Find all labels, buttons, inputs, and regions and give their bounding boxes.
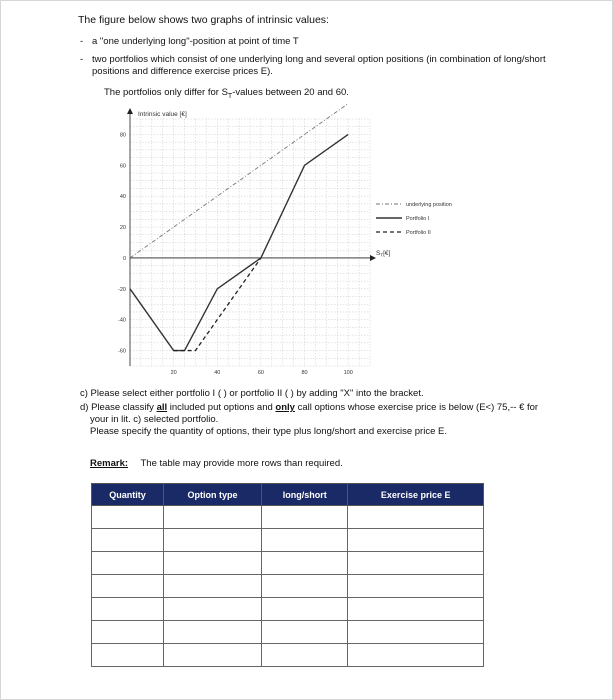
table-cell[interactable] [164, 506, 262, 529]
question-d-mid: included put options and [167, 402, 276, 413]
table-cell[interactable] [262, 621, 348, 644]
y-axis-label: Intrinsic value [€] [138, 111, 187, 118]
portfolio-difference-text [104, 87, 349, 100]
y-tick-label: 20 [119, 225, 126, 232]
remark-label: Remark: [90, 458, 129, 469]
table-row [92, 644, 484, 667]
bullet-item-1 [80, 36, 299, 47]
table-cell[interactable] [262, 644, 348, 667]
y-tick-label: 60 [119, 163, 126, 170]
x-tick-label: 40 [214, 370, 221, 376]
table-row [92, 575, 484, 598]
header-quantity: Quantity [92, 484, 164, 506]
table-cell[interactable] [92, 621, 164, 644]
question-d-only: only [275, 402, 295, 413]
table-cell[interactable] [164, 621, 262, 644]
table-cell[interactable] [92, 506, 164, 529]
table-header-row [92, 484, 484, 506]
y-tick-label: 80 [119, 132, 126, 139]
table-cell[interactable] [92, 575, 164, 598]
question-d-all: all [156, 402, 168, 413]
table-cell[interactable] [348, 552, 484, 575]
bullet-dash: - [80, 36, 84, 47]
table-row [92, 598, 484, 621]
remark-text: The table may provide more rows than required. [140, 458, 343, 469]
y-tick-label: -20 [118, 286, 126, 293]
para3-suffix: -values between 20 and 60. [232, 87, 349, 98]
remark [90, 458, 343, 469]
table-cell[interactable] [262, 506, 348, 529]
y-tick-label: 40 [119, 194, 126, 201]
table-cell[interactable] [164, 529, 262, 552]
table-row [92, 552, 484, 575]
table-cell[interactable] [262, 552, 348, 575]
table-cell[interactable] [164, 552, 262, 575]
intrinsic-value-chart [100, 104, 452, 379]
x-axis-label [376, 250, 391, 258]
y-axis-arrow [127, 108, 133, 114]
header-exercise-price: Exercise price E [348, 484, 484, 506]
question-d-pre: d) Please classify [80, 402, 157, 413]
x-tick-label: 60 [257, 370, 264, 376]
table-cell[interactable] [164, 598, 262, 621]
table-cell[interactable] [348, 598, 484, 621]
questions-block [80, 388, 550, 438]
para3-sub: T [227, 92, 233, 100]
header-option-type: Option type [164, 484, 262, 506]
table-row [92, 529, 484, 552]
table-cell[interactable] [262, 575, 348, 598]
x-axis-label-unit: [€] [383, 250, 391, 257]
table-cell[interactable] [92, 598, 164, 621]
table-cell[interactable] [262, 529, 348, 552]
table-cell[interactable] [348, 575, 484, 598]
question-d-post: call options whose exercise price is below (E<) 75,-- € for your in lit. c) selected portfolio. [90, 402, 539, 425]
header-long-short: long/short [262, 484, 348, 506]
y-tick-label: -60 [118, 348, 126, 355]
answer-table [91, 483, 484, 667]
x-tick-label: 20 [170, 370, 177, 376]
y-tick-label: -40 [118, 317, 126, 324]
table-cell[interactable] [164, 644, 262, 667]
table-row [92, 621, 484, 644]
table-row [92, 506, 484, 529]
question-c: c) Please select either portfolio I ( ) or portfolio II ( ) by adding "X" into the bracket. [80, 388, 424, 399]
table-cell[interactable] [92, 552, 164, 575]
x-axis-label-main: S [376, 250, 381, 257]
legend-label: Portfolio I [406, 216, 430, 222]
table-cell[interactable] [92, 644, 164, 667]
table-cell[interactable] [164, 575, 262, 598]
y-tick-label: 0 [122, 255, 126, 262]
table-cell[interactable] [348, 644, 484, 667]
table-cell[interactable] [348, 506, 484, 529]
x-tick-label: 100 [343, 370, 353, 376]
bullet-text: a "one underlying long"-position at point of time T [92, 36, 299, 47]
bullet-item-2 [80, 54, 552, 78]
bullet-text: two portfolios which consist of one underlying long and several option positions (in combination of long/short positions and difference exercise prices E). [92, 54, 546, 77]
chart-ticks [118, 132, 353, 376]
x-axis-label-sub: T [380, 252, 384, 258]
table-cell[interactable] [348, 621, 484, 644]
table-cell[interactable] [92, 529, 164, 552]
table-cell[interactable] [348, 529, 484, 552]
bullet-dash: - [80, 54, 84, 65]
chart-grid [130, 119, 370, 366]
question-d-instruction: Please specify the quantity of options, their type plus long/short and exercise price E. [90, 426, 447, 437]
table-cell[interactable] [262, 598, 348, 621]
legend-label: Portfolio II [406, 230, 431, 236]
table-body [92, 506, 484, 667]
para3-prefix: The portfolios only differ for S [104, 87, 228, 98]
question-d [80, 402, 550, 426]
intro-text: The figure below shows two graphs of intrinsic values: [78, 14, 329, 26]
x-tick-label: 80 [301, 370, 308, 376]
legend-label: underlying position [406, 202, 452, 208]
